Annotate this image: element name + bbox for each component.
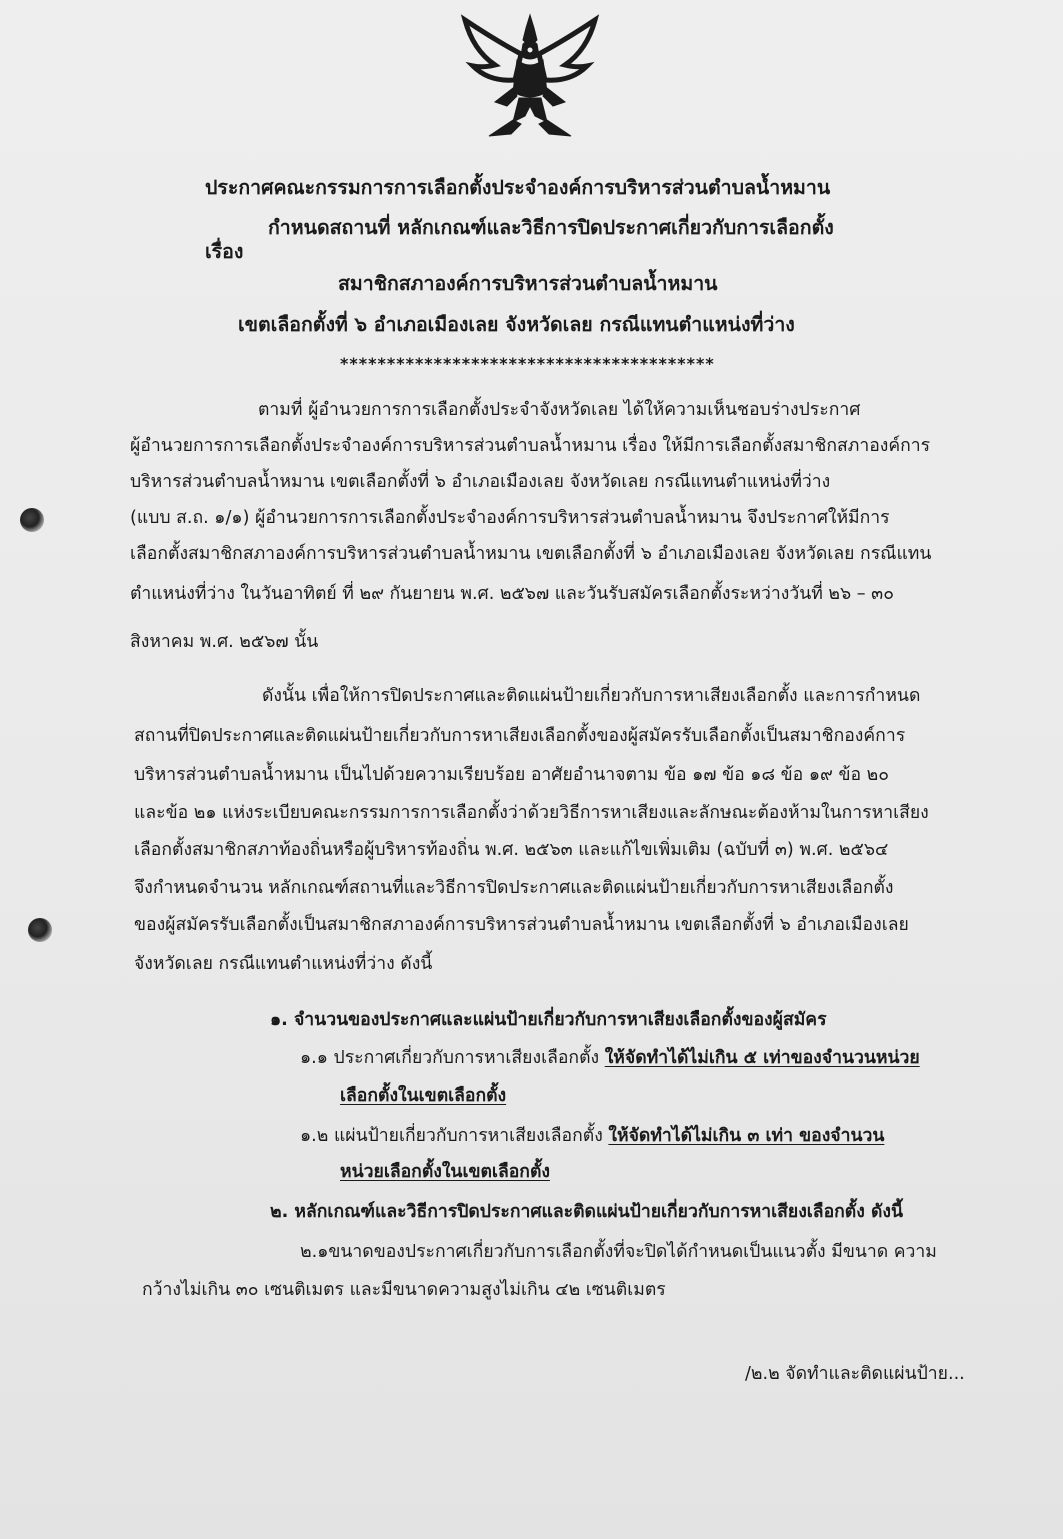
section1-item2-cont: หน่วยเลือกตั้งในเขตเลือกตั้ง <box>340 1162 550 1182</box>
section1-item1-emphasis: ให้จัดทำได้ไม่เกิน ๕ เท่าของจำนวนหน่วย <box>604 1048 920 1068</box>
punch-hole-bottom <box>28 918 52 942</box>
separator: **************************************** <box>340 354 715 373</box>
para1-line: เลือกตั้งสมาชิกสภาองค์การบริหารส่วนตำบลน้ำหมาน เขตเลือกตั้งที่ ๖ อำเภอเมืองเลย จังหวัดเลย กรณีแทน <box>130 544 932 564</box>
para2-line: จังหวัดเลย กรณีแทนตำแหน่งที่ว่าง ดังนี้ <box>134 954 433 974</box>
section1-item1-cont: เลือกตั้งในเขตเลือกตั้ง <box>340 1086 507 1106</box>
para2-line: จึงกำหนดจำนวน หลักเกณฑ์สถานที่และวิธีการปิดประกาศและติดแผ่นป้ายเกี่ยวกับการหาเสียงเลือกตั้ง <box>134 878 894 898</box>
para1-line: บริหารส่วนตำบลน้ำหมาน เขตเลือกตั้งที่ ๖ อำเภอเมืองเลย จังหวัดเลย กรณีแทนตำแหน่งที่ว่าง <box>130 472 831 492</box>
para1-line: ตามที่ ผู้อำนวยการการเลือกตั้งประจำจังหวัดเลย ได้ให้ความเห็นชอบร่างประกาศ <box>258 400 861 420</box>
para2-line: บริหารส่วนตำบลน้ำหมาน เป็นไปด้วยความเรียบร้อย อาศัยอำนาจตาม ข้อ ๑๗ ข้อ ๑๘ ข้อ ๑๙ ข้อ ๒๐ <box>134 765 889 785</box>
subject-label: เรื่อง <box>205 240 244 263</box>
announcement-title: ประกาศคณะกรรมการการเลือกตั้งประจำองค์การบริหารส่วนตำบลน้ำหมาน <box>205 176 831 199</box>
subject-line-2: สมาชิกสภาองค์การบริหารส่วนตำบลน้ำหมาน <box>338 272 718 295</box>
section2-item1-line1: ๒.๑ขนาดของประกาศเกี่ยวกับการเลือกตั้งที่จะปิดได้กำหนดเป็นแนวตั้ง มีขนาด ความ <box>300 1242 937 1262</box>
para2-line: และข้อ ๒๑ แห่งระเบียบคณะกรรมการการเลือกตั้งว่าด้วยวิธีการหาเสียงและลักษณะต้องห้ามในการหาเสียง <box>134 803 929 823</box>
para2-line: เลือกตั้งสมาชิกสภาท้องถิ่นหรือผู้บริหารท้องถิ่น พ.ศ. ๒๕๖๓ และแก้ไขเพิ่มเติม (ฉบับที่ ๓) พ.ศ. ๒๕๖๔ <box>134 840 889 860</box>
garuda-emblem-icon <box>455 10 605 150</box>
punch-hole-top <box>20 508 44 532</box>
section1-item2-emphasis: ให้จัดทำได้ไม่เกิน ๓ เท่า ของจำนวน <box>608 1126 885 1146</box>
continuation-note: /๒.๒ จัดทำและติดแผ่นป้าย... <box>745 1364 965 1384</box>
section1-item2 <box>300 1124 884 1148</box>
para2-line: ดังนั้น เพื่อให้การปิดประกาศและติดแผ่นป้ายเกี่ยวกับการหาเสียงเลือกตั้ง และการกำหนด <box>262 686 921 706</box>
section2-heading: ๒. หลักเกณฑ์และวิธีการปิดประกาศและติดแผ่นป้ายเกี่ยวกับการหาเสียงเลือกตั้ง ดังนี้ <box>270 1202 903 1222</box>
para1-line: (แบบ ส.ถ. ๑/๑) ผู้อำนวยการการเลือกตั้งประจำองค์การบริหารส่วนตำบลน้ำหมาน จึงประกาศให้มีการ <box>130 508 890 528</box>
section1-item1-prefix: ๑.๑ ประกาศเกี่ยวกับการหาเสียงเลือกตั้ง <box>300 1048 600 1068</box>
section1-heading: ๑. จำนวนของประกาศและแผ่นป้ายเกี่ยวกับการหาเสียงเลือกตั้งของผู้สมัคร <box>270 1010 827 1030</box>
para1-line: สิงหาคม พ.ศ. ๒๕๖๗ นั้น <box>130 632 319 652</box>
section1-item2-prefix: ๑.๒ แผ่นป้ายเกี่ยวกับการหาเสียงเลือกตั้ง <box>300 1126 603 1146</box>
subject-line-3: เขตเลือกตั้งที่ ๖ อำเภอเมืองเลย จังหวัดเลย กรณีแทนตำแหน่งที่ว่าง <box>238 313 795 336</box>
para1-line: ผู้อำนวยการการเลือกตั้งประจำองค์การบริหารส่วนตำบลน้ำหมาน เรื่อง ให้มีการเลือกตั้งสมาชิกสภาองค์การ <box>130 436 931 456</box>
subject-line-1: กำหนดสถานที่ หลักเกณฑ์และวิธีการปิดประกาศเกี่ยวกับการเลือกตั้ง <box>268 216 834 239</box>
para1-line: ตำแหน่งที่ว่าง ในวันอาทิตย์ ที่ ๒๙ กันยายน พ.ศ. ๒๕๖๗ และวันรับสมัครเลือกตั้งระหว่างวันที่ ๒๖ – ๓๐ <box>130 584 894 604</box>
section2-item1-line2: กว้างไม่เกิน ๓๐ เซนติเมตร และมีขนาดความสูงไม่เกิน ๔๒ เซนติเมตร <box>142 1280 666 1300</box>
section1-item1 <box>300 1046 920 1070</box>
para2-line: สถานที่ปิดประกาศและติดแผ่นป้ายเกี่ยวกับการหาเสียงเลือกตั้งของผู้สมัครรับเลือกตั้งเป็นสมาชิกองค์การ <box>134 726 906 746</box>
para2-line: ของผู้สมัครรับเลือกตั้งเป็นสมาชิกสภาองค์การบริหารส่วนตำบลน้ำหมาน เขตเลือกตั้งที่ ๖ อำเภอเมืองเลย <box>134 915 909 935</box>
